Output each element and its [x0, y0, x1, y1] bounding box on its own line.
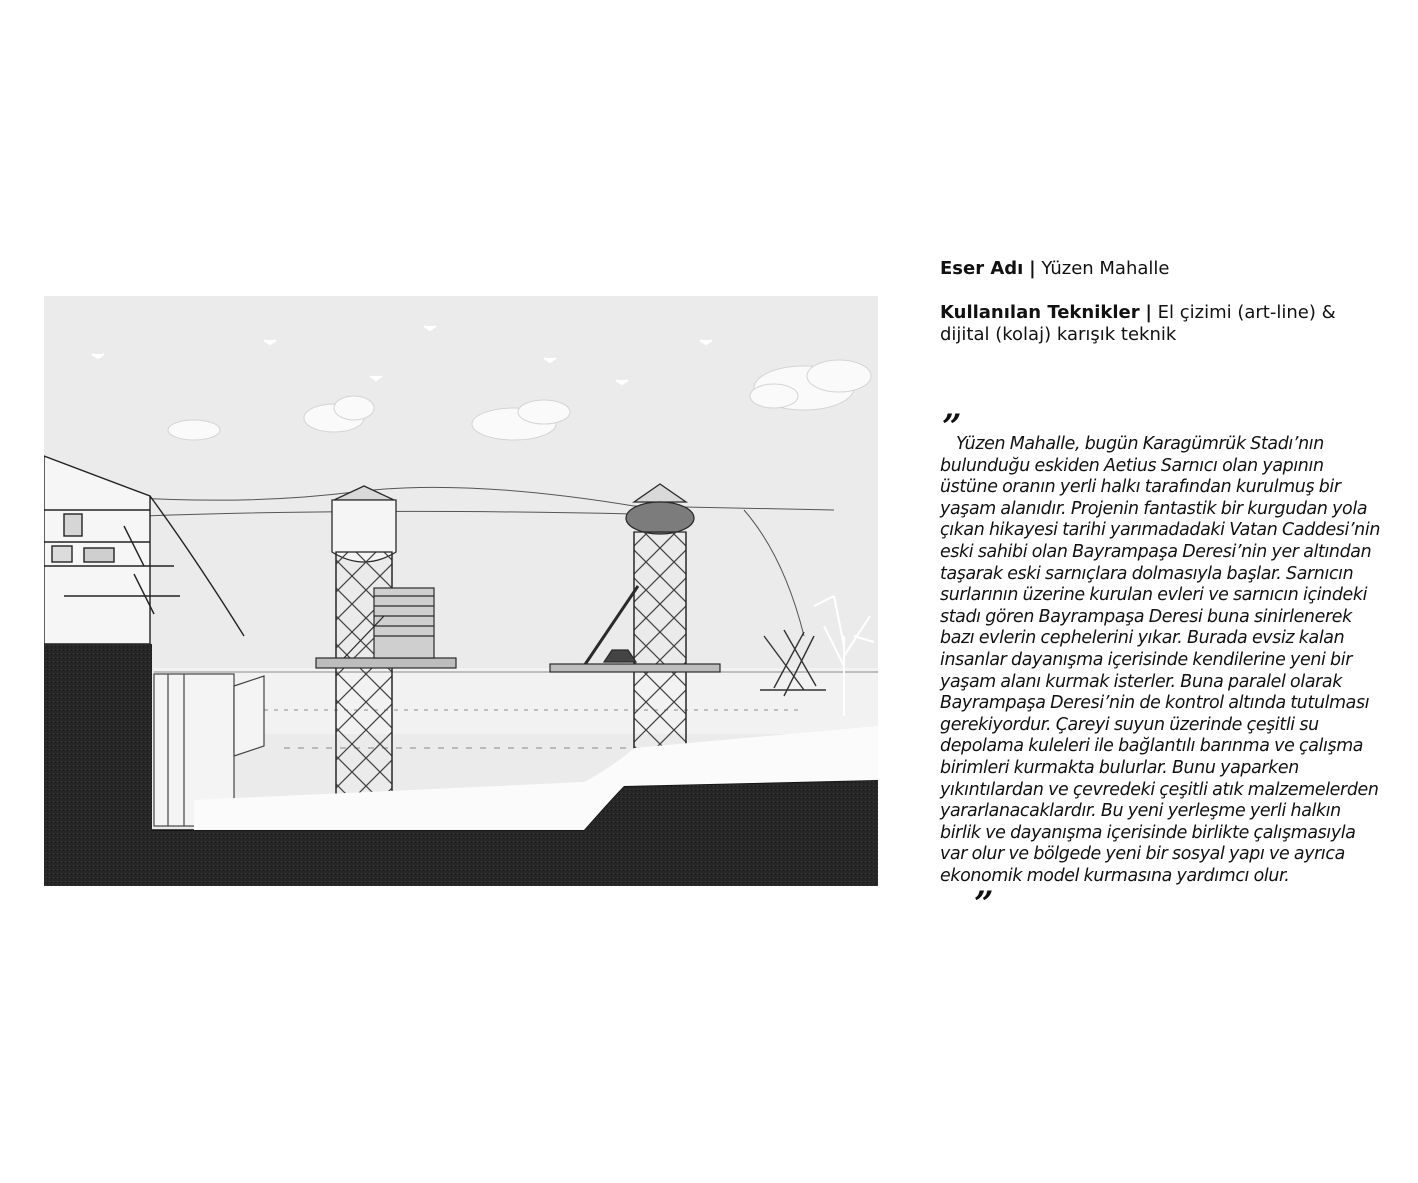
- artwork-image: [44, 296, 878, 886]
- quote-text: Yüzen Mahalle, bugün Karagümrük Stadı’nın bulunduğu eskiden Aetius Sarnıcı olan yapının üstüne oranın yerli halkı tarafından kurulmuş bir yaşam alanıdır. Projenin fantastik bir kurgudan yola çıkan hikayesi tarihi yarımadadaki Vatan Caddesi’nin eski sahibi olan Bayrampaşa Deresi’nin yer altından taşarak eski sarnıçlara dolmasıyla başlar. Sarnıcın surlarının üzerine kurulan evleri ve sarnıcın içindeki stadı gören Bayrampaşa Deresi buna sinirlenerek bazı evlerin cephelerini yıkar. Burada evsiz kalan insanlar dayanışma içerisinde kendilerine yeni bir yaşam alanı kurmak isterler. Buna paralel olarak Bayrampaşa Deresi’nin de kontrol altında tutulması gerekiyordur. Çareyi suyun üzerinde çeşitli su depolama kuleleri ile bağlantılı barınma ve çalışma birimleri kurmakta bulurlar. Bunu yaparken yıkıntılardan ve çevredeki çeşitli atık malzemelerden yararlanacaklardır. Bu yeni yerleşme yerli halkın birlik ve dayanışma içerisinde birlikte çalışmasıyla var olur ve bölgede yeni bir sosyal yapı ve ayrıca ekonomik model kurmasına yardımcı olur.: [940, 434, 1380, 886]
- open-quote-mark: ”: [942, 407, 962, 447]
- work-title-line: [940, 258, 1380, 280]
- work-title-value: Yüzen Mahalle: [1041, 258, 1170, 279]
- section-drawing: [44, 296, 878, 886]
- techniques-label: Kullanılan Teknikler: [940, 302, 1140, 323]
- techniques-line: [940, 302, 1370, 346]
- work-title-label: Eser Adı: [940, 258, 1024, 279]
- techniques-separator: |: [1145, 302, 1152, 323]
- work-info: [940, 258, 1380, 346]
- techniques-value: El çizimi (art-line) & dijital (kolaj) karışık teknik: [940, 302, 1336, 345]
- close-quote-mark: ”: [974, 884, 994, 925]
- description-quote: [940, 407, 1380, 925]
- left-ground: [44, 644, 152, 830]
- title-separator: |: [1029, 258, 1036, 279]
